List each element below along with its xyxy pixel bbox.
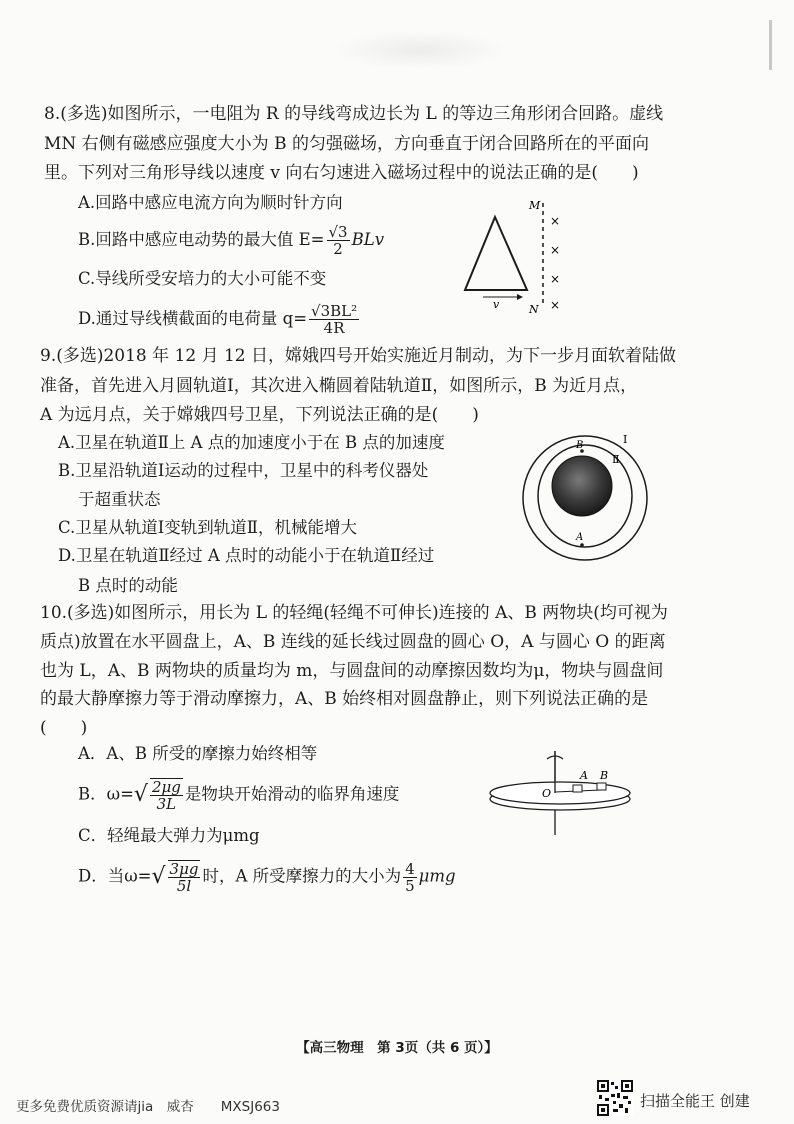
label-orbit-ii: Ⅱ <box>612 453 620 466</box>
label-a: A <box>576 532 584 543</box>
q8-line3: 里。下列对三角形导线以速度 v 向右匀速进入磁场过程中的说法正确的是( ) <box>44 163 639 183</box>
q8-option-c: C.导线所受安培力的大小可能不变 <box>78 269 327 288</box>
q10-option-d-tail: μmg <box>418 866 456 886</box>
label-m: M <box>529 199 541 212</box>
field-cross-2: × <box>550 243 561 257</box>
field-cross-3: × <box>550 272 561 286</box>
q9-figure <box>520 425 660 570</box>
q10-option-d-den: 5l <box>176 877 192 895</box>
sqrt-icon: √ <box>151 864 166 889</box>
q10-option-d-fraction <box>168 860 201 894</box>
q10-option-b <box>78 778 399 812</box>
q9-line1: 9.(多选)2018 年 12 月 12 日，嫦娥四号开始实施近月制动，为下一步月面软着陆做 <box>40 346 677 366</box>
moon <box>552 456 612 516</box>
q8-line2: MN 右侧有磁感应强度大小为 B 的匀强磁场，方向垂直于闭合回路所在的平面向 <box>44 134 649 154</box>
disk-top <box>490 782 630 804</box>
q10-line1: 10.(多选)如图所示，用长为 L 的轻绳(轻绳不可伸长)连接的 A、B 两物块(均可视为 <box>40 603 668 623</box>
qr-code-icon <box>597 1080 633 1116</box>
page-footer: 【高三物理 第 3页（共 6 页）】 <box>296 1040 498 1056</box>
q10-option-d-text: D．当ω= <box>78 866 152 886</box>
q9-line2: 准备，首先进入月圆轨道Ⅰ，其次进入椭圆着陆轨道Ⅱ，如图所示，B 为近月点， <box>40 376 638 396</box>
q8-option-d-num: √3BL² <box>311 302 358 320</box>
q10-option-b-num: 2μg <box>151 778 181 796</box>
q10-option-d-fnum: 4 <box>405 859 415 878</box>
q8-option-b-num: √3 <box>328 223 348 241</box>
q9-line3: A 为远月点，关于嫦娥四号卫星，下列说法正确的是( ) <box>40 405 479 425</box>
q8-option-b-text: B.回路中感应电动势的最大值 E= <box>78 230 325 249</box>
label-b: B <box>600 769 609 782</box>
q8-option-b <box>78 224 384 257</box>
q8-option-d-den: 4R <box>323 319 345 337</box>
scan-edge <box>769 20 772 70</box>
triangle-loop <box>465 217 527 290</box>
q8-option-a: A.回路中感应电流方向为顺时针方向 <box>78 193 343 212</box>
point-a <box>580 543 584 547</box>
q8-option-b-den: 2 <box>333 240 343 258</box>
q10-option-d-num: 3μg <box>169 860 199 878</box>
q10-line2: 质点)放置在水平圆盘上，A、B 连线的延长线过圆盘的圆心 O，A 与圆心 O 的距离 <box>40 632 666 652</box>
q10-option-c: C．轻绳最大弹力为μmg <box>78 826 260 845</box>
q9-option-c: C.卫星从轨道Ⅰ变轨到轨道Ⅱ，机械能增大 <box>58 518 358 537</box>
scan-smudge <box>330 30 510 70</box>
q9-option-b-line2: 于超重状态 <box>78 490 161 509</box>
label-orbit-i: Ⅰ <box>623 433 628 446</box>
label-b: B <box>576 440 584 451</box>
q10-figure <box>485 745 635 840</box>
label-v: v <box>493 298 500 311</box>
q8-option-d-text: D.通过导线横截面的电荷量 q= <box>78 309 308 328</box>
q10-option-d-mid: 时，A 所受摩擦力的大小为 <box>202 866 402 886</box>
block-a <box>573 785 582 792</box>
q10-option-b-fraction <box>150 778 183 812</box>
q8-option-d <box>78 303 361 336</box>
q10-line4: 的最大静摩擦力等于滑动摩擦力，A、B 始终相对圆盘静止，则下列说法正确的是 <box>40 689 649 709</box>
q10-option-b-text: B．ω= <box>78 784 134 804</box>
q10-line5: ( ) <box>40 718 88 738</box>
block-b <box>597 783 606 790</box>
q9-option-d-line1: D.卫星在轨道Ⅱ经过 A 点时的动能小于在轨道Ⅱ经过 <box>58 546 435 565</box>
scanner-credit: 扫描全能王 创建 <box>640 1092 750 1110</box>
q10-option-d <box>78 860 456 894</box>
q9-option-a: A.卫星在轨道Ⅱ上 A 点的加速度小于在 B 点的加速度 <box>58 433 445 452</box>
q10-option-d-fden: 5 <box>405 876 415 895</box>
q10-option-d-friction-fraction <box>403 861 417 894</box>
field-cross-4: × <box>550 298 561 312</box>
q10-option-b-den: 3L <box>156 795 177 813</box>
q10-line3: 也为 L，A、B 两物块的质量均为 m，与圆盘间的动摩擦因数均为μ，物块与圆盘间 <box>40 661 664 681</box>
q8-figure <box>455 195 575 320</box>
q8-option-b-fraction <box>327 224 350 257</box>
q8-option-b-tail: BLv <box>351 230 385 249</box>
promo-text: 更多免费优质资源请jia 威杏 MXSJ663 <box>16 1099 280 1115</box>
velocity-arrow-head <box>517 294 523 300</box>
sqrt-icon: √ <box>133 782 148 807</box>
label-o: O <box>542 787 552 800</box>
field-cross-1: × <box>550 214 561 228</box>
q10-option-a: A．A、B 所受的摩擦力始终相等 <box>78 744 318 763</box>
label-a: A <box>580 769 588 782</box>
label-n: N <box>529 303 539 316</box>
q8-option-d-fraction <box>309 303 359 336</box>
q10-option-b-tail: 是物块开始滑动的临界角速度 <box>184 784 400 804</box>
q8-line1: 8.(多选)如图所示，一电阻为 R 的导线弯成边长为 L 的等边三角形闭合回路。虚线 <box>44 104 664 124</box>
q9-option-d-line2: B 点时的动能 <box>78 576 178 595</box>
q9-option-b-line1: B.卫星沿轨道Ⅰ运动的过程中，卫星中的科考仪器处 <box>58 461 429 480</box>
